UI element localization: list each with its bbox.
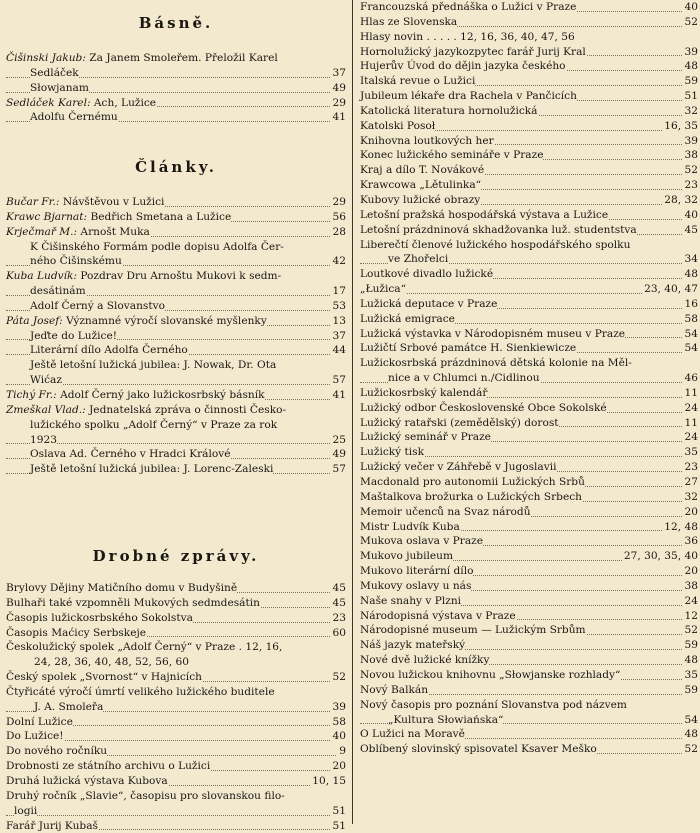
entry-author: Páta Josef: [6, 315, 63, 327]
clanky-list [6, 195, 346, 477]
entry-title: Lužický ratařski (zemědělský) dorost [360, 417, 559, 429]
index-entry [360, 104, 698, 119]
entry-title: Časopis Maćicy Serbskeje [6, 627, 146, 639]
entry-title: Adolf Černý a Slovanstvo [30, 300, 165, 312]
index-entry [6, 744, 346, 759]
index-entry [360, 0, 698, 15]
entry-page-number: 16, 35 [662, 119, 698, 134]
entry-page-number: 40 [683, 208, 698, 223]
entry-page-number: 28 [331, 225, 346, 240]
index-entry [360, 534, 698, 549]
index-entry [6, 240, 346, 255]
section-heading-basne: Básně. [6, 14, 346, 32]
index-entry [360, 45, 698, 60]
entry-title: 1923 [30, 434, 57, 446]
index-entry [360, 475, 698, 490]
entry-page-number: 10, 15 [310, 774, 346, 789]
index-entry [360, 327, 698, 342]
index-entry [360, 193, 698, 208]
entry-title: logii [14, 805, 37, 817]
entry-page-number: 52 [331, 670, 346, 685]
index-entry [6, 447, 346, 462]
entry-title: Literární dílo Adolfa Černého [30, 344, 188, 356]
index-entry [6, 110, 346, 125]
index-entry [6, 81, 346, 96]
entry-page-number: 58 [683, 312, 698, 327]
index-entry [360, 460, 698, 475]
index-entry [360, 520, 698, 535]
entry-title: Čtyřicáté výročí úmrtí velikého lužického buditele [6, 686, 275, 698]
entry-title: K Čišinského Formám podle dopisu Adolfa Čer- [30, 241, 284, 253]
entry-page-number: 48 [683, 267, 698, 282]
entry-title: Nové dvě lužické knížky [360, 654, 489, 666]
entry-title: Náš jazyk mateřský [360, 639, 465, 651]
entry-title: Adolfu Černému [30, 111, 118, 123]
entry-title: Katolická literatura hornolužická [360, 105, 538, 117]
index-entry [6, 640, 346, 655]
entry-title: O Lužici na Moravě [360, 728, 465, 740]
index-entry [360, 683, 698, 698]
dot-leader [6, 815, 346, 816]
entry-page-number: 12 [683, 609, 698, 624]
column-divider [352, 0, 353, 824]
entry-title: Hujerův Úvod do dějin jazyka českého [360, 60, 566, 72]
index-entry [6, 819, 346, 833]
entry-page-number: 59 [683, 683, 698, 698]
entry-title: nice a v Chlumci n./Cidlinou [388, 372, 540, 384]
entry-title: Ach, Lužice [94, 97, 156, 109]
index-entry [360, 445, 698, 460]
entry-title: Lužickosrbský kalendář [360, 387, 487, 399]
entry-title: desátinám [30, 285, 86, 297]
entry-title: Mistr Ludvík Kuba [360, 521, 460, 533]
index-entry [360, 698, 698, 713]
index-entry [6, 685, 346, 700]
entry-title: Český spolek „Svornost“ v Hajnicích [6, 671, 202, 683]
index-entry [6, 433, 346, 448]
index-entry [360, 623, 698, 638]
entry-title: Pozdrav Dru Arnoštu Mukovi k sedm- [80, 270, 281, 282]
entry-page-number: 59 [683, 74, 698, 89]
entry-page-number: 48 [683, 653, 698, 668]
index-entry [360, 59, 698, 74]
index-entry [6, 210, 346, 225]
entry-title: Do Lužice! [6, 730, 64, 742]
entry-title: Oblíbený slovinský spisovatel Ksaver Meško [360, 743, 597, 755]
entry-author: Krawc Bjarnat: [6, 211, 87, 223]
index-entry [360, 430, 698, 445]
entry-author: Kuba Ludvík: [6, 270, 77, 282]
entry-author: Krječmař M.: [6, 226, 77, 238]
entry-page-number: 25 [331, 433, 346, 448]
entry-title: Kubovy lužické obrazy [360, 194, 480, 206]
entry-page-number: 57 [331, 373, 346, 388]
entry-page-number: 39 [683, 45, 698, 60]
entry-title: Jeďte do Lužice! [30, 330, 117, 342]
index-entry [6, 789, 346, 804]
entry-page-number: 35 [683, 445, 698, 460]
entry-title: Wićaz [30, 374, 62, 386]
entry-page-number: 23 [683, 460, 698, 475]
entry-page-number: 45 [331, 596, 346, 611]
entry-title: Lužická deputace v Praze [360, 298, 497, 310]
entry-page-number: 24 [683, 430, 698, 445]
entry-page-number: 59 [683, 638, 698, 653]
entry-title: J. A. Smoleřa [34, 701, 103, 713]
section-heading-clanky: Články. [6, 158, 346, 176]
index-entry [360, 148, 698, 163]
entry-title: Katolski Posoł [360, 120, 435, 132]
entry-title: Ještě letošní lužická jubilea: J. Nowak, Dr. Ota [30, 359, 276, 371]
index-entry [6, 611, 346, 626]
entry-title: Konec lužického semináře v Praze [360, 149, 543, 161]
index-entry [360, 74, 698, 89]
entry-title: Mukovo jubileum [360, 550, 453, 562]
entry-title: Do nového ročníku [6, 745, 107, 757]
entry-page-number: 46 [683, 371, 698, 386]
index-entry [360, 742, 698, 757]
entry-title: 24, 28, 36, 40, 48, 52, 56, 60 [34, 656, 189, 668]
entry-page-number: 29 [331, 96, 346, 111]
entry-page-number: 24 [683, 401, 698, 416]
index-entry [6, 804, 346, 819]
entry-title: Bulhaři také vzpomněli Mukových sedmdesátin [6, 597, 260, 609]
entry-page-number: 12, 48 [662, 520, 698, 535]
entry-page-number: 32 [683, 490, 698, 505]
entry-title: Knihovna loutkových her [360, 135, 494, 147]
entry-title: Mukova oslava v Praze [360, 535, 483, 547]
index-entry [6, 462, 346, 477]
entry-page-number: 54 [683, 713, 698, 728]
index-entry [360, 386, 698, 401]
index-entry [360, 30, 698, 45]
entry-page-number: 27 [683, 475, 698, 490]
entry-page-number: 51 [683, 89, 698, 104]
index-entry [6, 715, 346, 730]
entry-title: Lužický večer v Záhřebě v Jugoslavii [360, 461, 557, 473]
index-entry [360, 401, 698, 416]
entry-page-number: 28, 32 [662, 193, 698, 208]
entry-title: Loutkové divadlo lužické [360, 268, 493, 280]
index-entry [360, 564, 698, 579]
index-entry [360, 594, 698, 609]
index-entry [6, 254, 346, 269]
entry-page-number: 29 [331, 195, 346, 210]
index-entry [360, 579, 698, 594]
index-entry [6, 314, 346, 329]
index-entry [6, 670, 346, 685]
entry-title: ného Čišinskému [30, 255, 122, 267]
entry-title: Bedřich Smetana a Lužice [90, 211, 231, 223]
index-entry [360, 252, 698, 267]
entry-page-number: 17 [331, 284, 346, 299]
entry-title: Ještě letošní lužická jubilea: J. Lorenc-Zaleski [30, 463, 273, 475]
entry-title: Českolužický spolek „Adolf Černý“ v Praze . 12, 16, [6, 641, 282, 653]
entry-page-number: 49 [331, 81, 346, 96]
index-entry [6, 655, 346, 670]
entry-page-number: 9 [337, 744, 346, 759]
entry-title: Druhá lužická výstava Kubova [6, 775, 168, 787]
dot-leader [6, 443, 346, 444]
entry-title: Lužický seminář v Praze [360, 431, 491, 443]
entry-title: Lužický odbor Československé Obce Sokolské [360, 402, 607, 414]
index-entry [360, 89, 698, 104]
entry-page-number: 20 [683, 564, 698, 579]
index-entry [6, 195, 346, 210]
entry-title: Adolf Černý jako lužickosrbský básník [60, 389, 264, 401]
entry-title: Významné výročí slovanské myšlenky [66, 315, 267, 327]
entry-title: Drobnosti ze státního archivu o Lužici [6, 760, 210, 772]
index-entry [360, 356, 698, 371]
entry-title: Maštalkova brožurka o Lužických Srbech [360, 491, 582, 503]
entry-page-number: 13 [331, 314, 346, 329]
entry-page-number: 52 [683, 742, 698, 757]
index-entry [360, 267, 698, 282]
entry-title: Kraj a dílo T. Novákové [360, 164, 484, 176]
entry-title: Lužický tisk [360, 446, 424, 458]
index-entry [360, 490, 698, 505]
entry-page-number: 51 [331, 804, 346, 819]
entry-page-number: 51 [331, 819, 346, 833]
entry-page-number: 27, 30, 35, 40 [622, 549, 698, 564]
entry-title: Lužická emigrace [360, 313, 455, 325]
entry-title: Letošní pražská hospodářská výstava a Lužice [360, 209, 608, 221]
index-entry [360, 238, 698, 253]
entry-title: Brylovy Dějiny Matičního domu v Budyšině [6, 582, 237, 594]
index-entry [6, 418, 346, 433]
entry-title: lužického spolku „Adolf Černý“ v Praze za rok [30, 419, 277, 431]
entry-title: Jednatelská zpráva o činnosti Česko- [89, 404, 286, 416]
index-entry [6, 774, 346, 789]
index-entry [360, 208, 698, 223]
entry-page-number: 38 [683, 579, 698, 594]
entry-title: Lužickosrbská prázdninová dětská kolonie na Měl- [360, 357, 632, 369]
entry-page-number: 11 [683, 416, 698, 431]
index-entry [360, 282, 698, 297]
index-entry [6, 299, 346, 314]
index-entry [360, 312, 698, 327]
entry-title: Časopis lužickosrbského Sokolstva [6, 612, 193, 624]
entry-title: Lužická výstavka v Národopisném museu v Praze [360, 328, 625, 340]
index-entry [6, 343, 346, 358]
entry-page-number: 37 [331, 329, 346, 344]
entry-page-number: 45 [331, 581, 346, 596]
entry-page-number: 11 [683, 386, 698, 401]
entry-title: Mukovy oslavy u nás [360, 580, 471, 592]
entry-page-number: 39 [331, 700, 346, 715]
entry-title: Nový časopis pro poznání Slovanstva pod názvem [360, 699, 627, 711]
index-entry [6, 358, 346, 373]
entry-author: Čišinski Jakub: [6, 52, 86, 64]
index-entry [6, 388, 346, 403]
entry-title: Národopisné museum — Lužickým Srbům [360, 624, 586, 636]
entry-page-number: 41 [331, 388, 346, 403]
entry-title: Macdonald pro autonomii Lužických Srbů [360, 476, 585, 488]
entry-title: Hornolužický jazykozpytec farář Jurij Kral [360, 46, 586, 58]
index-entry [6, 596, 346, 611]
entry-author: Zmeškal Vlad.: [6, 404, 86, 416]
entry-title: Letošní prázdninová skhadžovanka luž. studentstva [360, 224, 637, 236]
index-entry [360, 178, 698, 193]
entry-page-number: 32 [683, 104, 698, 119]
entry-page-number: 54 [683, 327, 698, 342]
entry-page-number: 35 [683, 668, 698, 683]
entry-page-number: 20 [683, 505, 698, 520]
index-entry [6, 66, 346, 81]
entry-title: Memoir učenců na Svaz národů [360, 506, 531, 518]
entry-page-number: 38 [683, 148, 698, 163]
entry-title: Návštěvou v Lužici [63, 196, 165, 208]
index-entry [6, 225, 346, 240]
entry-page-number: 49 [331, 447, 346, 462]
entry-title: „Kultura Słowiańska“ [388, 714, 503, 726]
index-entry [360, 163, 698, 178]
entry-page-number: 57 [331, 462, 346, 477]
entry-page-number: 52 [683, 163, 698, 178]
entry-page-number: 20 [331, 759, 346, 774]
entry-title: Farář Jurij Kubaš [6, 820, 98, 832]
entry-title: Słowjanam [30, 82, 89, 94]
entry-page-number: 40 [331, 729, 346, 744]
basne-list [6, 51, 346, 125]
section-heading-drobne: Drobné zprávy. [6, 547, 346, 565]
drobne-list-right [360, 0, 698, 757]
entry-page-number: 53 [331, 299, 346, 314]
entry-page-number: 52 [683, 15, 698, 30]
index-entry [6, 759, 346, 774]
entry-title: „Łužica“ [360, 283, 406, 295]
entry-title: Za Janem Smoleřem. Přeložil Karel [89, 52, 277, 64]
index-entry [6, 626, 346, 641]
index-entry [360, 15, 698, 30]
index-entry [360, 668, 698, 683]
drobne-list-left [6, 581, 346, 833]
index-entry [6, 729, 346, 744]
index-entry [360, 549, 698, 564]
entry-title: Novou lužickou knihovnu „Słowjanske rozhlady“ [360, 669, 620, 681]
index-entry [6, 373, 346, 388]
entry-title: Liberečtí členové lužického hospodářského spolku [360, 239, 630, 251]
entry-title: Arnošt Muka [80, 226, 149, 238]
index-entry [360, 653, 698, 668]
entry-page-number: 23 [683, 178, 698, 193]
entry-page-number: 60 [331, 626, 346, 641]
index-entry [360, 134, 698, 149]
index-entry [360, 297, 698, 312]
index-entry [360, 505, 698, 520]
entry-title: Sedláček [30, 67, 79, 79]
entry-title: Hlas ze Slovenska [360, 16, 457, 28]
entry-author: Sedláček Karel: [6, 97, 91, 109]
index-entry [360, 638, 698, 653]
entry-page-number: 42 [331, 254, 346, 269]
entry-page-number: 48 [683, 59, 698, 74]
entry-title: Mukovo literární dílo [360, 565, 473, 577]
index-entry [6, 269, 346, 284]
index-entry [6, 700, 346, 715]
entry-page-number: 52 [683, 623, 698, 638]
entry-title: Jubileum lékaře dra Rachela v Pančicích [360, 90, 577, 102]
entry-page-number: 39 [683, 134, 698, 149]
index-entry [360, 223, 698, 238]
index-entry [360, 341, 698, 356]
entry-title: Dolní Lužice [6, 716, 73, 728]
entry-page-number: 48 [683, 727, 698, 742]
entry-page-number: 45 [683, 223, 698, 238]
entry-page-number: 37 [331, 66, 346, 81]
entry-title: Krawcowa „Lětulinka“ [360, 179, 481, 191]
entry-page-number: 36 [683, 534, 698, 549]
entry-title: Nový Balkán [360, 684, 428, 696]
index-entry [360, 416, 698, 431]
index-entry [360, 713, 698, 728]
entry-title: Francouzská přednáška o Lužici v Praze [360, 1, 576, 13]
index-entry [360, 727, 698, 742]
entry-author: Bučar Fr.: [6, 196, 59, 208]
index-entry [360, 371, 698, 386]
entry-title: Naše snahy v Plzni [360, 595, 461, 607]
index-entry [360, 609, 698, 624]
entry-title: Oslava Ad. Černého v Hradci Králové [30, 448, 231, 460]
entry-title: Národopisná výstava v Praze [360, 610, 516, 622]
entry-page-number: 54 [683, 341, 698, 356]
entry-page-number: 23, 40, 47 [642, 282, 698, 297]
entry-page-number: 16 [683, 297, 698, 312]
entry-title: Lužičtí Srbové památce H. Sienkiewicze [360, 342, 576, 354]
index-entry [6, 329, 346, 344]
index-entry [6, 403, 346, 418]
entry-page-number: 40 [683, 0, 698, 15]
entry-title: Hlasy novin . . . . . 12, 16, 36, 40, 47, 56 [360, 31, 575, 43]
entry-page-number: 34 [683, 252, 698, 267]
entry-page-number: 24 [683, 594, 698, 609]
entry-title: Italská revue o Lužici [360, 75, 475, 87]
index-entry [360, 119, 698, 134]
entry-title: ve Zhořelci [388, 253, 448, 265]
entry-page-number: 23 [331, 611, 346, 626]
entry-page-number: 41 [331, 110, 346, 125]
entry-page-number: 44 [331, 343, 346, 358]
index-entry [6, 284, 346, 299]
index-entry [6, 581, 346, 596]
entry-author: Tichý Fr.: [6, 389, 57, 401]
entry-title: Druhý ročník „Slavie“, časopisu pro slovanskou filo- [6, 790, 285, 802]
index-entry [6, 96, 346, 111]
entry-page-number: 58 [331, 715, 346, 730]
entry-page-number: 56 [331, 210, 346, 225]
index-entry [6, 51, 346, 66]
